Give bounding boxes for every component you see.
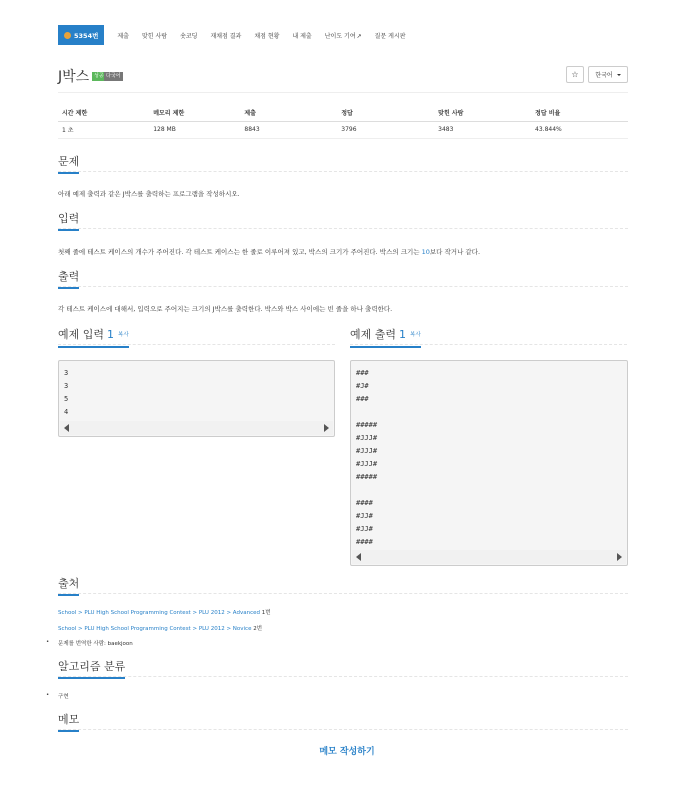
nav-my-submissions[interactable]: 내 제출 xyxy=(292,32,312,40)
problem-info-table xyxy=(58,104,628,139)
source-link-advanced[interactable]: School > PLU High School Programming Contest > PLU 2012 > Advanced 1번 xyxy=(58,610,271,616)
sample-input-text: 3 3 5 4 xyxy=(64,369,69,416)
scroll-right-icon[interactable] xyxy=(324,424,329,432)
sample-output-box[interactable] xyxy=(350,360,628,566)
star-icon: ☆ xyxy=(571,70,579,79)
sample-input-box[interactable] xyxy=(58,360,335,437)
problem-section-header: 문제 xyxy=(58,154,628,172)
sample-input-header: 예제 입력 1 복사 xyxy=(58,327,335,345)
nav-short-coding[interactable]: 숏코딩 xyxy=(180,32,198,40)
nav-rejudge[interactable]: 재채점 결과 xyxy=(210,32,242,40)
table-row xyxy=(58,121,628,138)
medal-icon xyxy=(64,32,71,39)
caret-down-icon xyxy=(617,74,621,76)
scroll-left-icon[interactable] xyxy=(356,553,361,561)
horizontal-scrollbar[interactable] xyxy=(352,550,626,564)
translator-item: • 문제를 번역한 사람: baekjoon xyxy=(46,639,133,647)
algorithm-tag[interactable]: • 구현 xyxy=(46,692,69,700)
nav-submit[interactable]: 제출 xyxy=(117,32,129,40)
table-cell: 3796 xyxy=(337,121,434,138)
sample-output-text: ### #J# ### ##### #JJJ# #JJJ# #JJJ# ##### #### #JJ# #JJ# #### xyxy=(356,369,378,546)
table-header: 제출 xyxy=(240,104,337,121)
table-cell: 8843 xyxy=(240,121,337,138)
problem-header xyxy=(58,66,628,86)
external-link-icon: ↗ xyxy=(356,32,362,40)
write-memo-link[interactable]: 메모 작성하기 xyxy=(319,747,375,757)
input-description: 첫째 줄에 테스트 케이스의 개수가 주어진다. 각 테스트 케이스는 한 줄로 이루어져 있고, 박스의 크기가 주어진다. 박스의 크기는 10보다 작거나 같다. xyxy=(58,248,481,256)
source-link-novice[interactable]: School > PLU High School Programming Contest > PLU 2012 > Novice 2번 xyxy=(58,626,263,632)
scroll-left-icon[interactable] xyxy=(64,424,69,432)
problem-description: 아래 예제 출력과 같은 J박스를 출력하는 프로그램을 작성하시오. xyxy=(58,190,240,198)
nav-status[interactable]: 채점 현황 xyxy=(254,32,280,40)
star-button[interactable] xyxy=(566,66,584,83)
nav-solved-users[interactable]: 맞힌 사람 xyxy=(141,32,168,40)
solved-badge: 성공 xyxy=(94,73,104,79)
source-section-header: 출처 xyxy=(58,576,628,594)
divider xyxy=(58,92,628,93)
table-header: 정답 xyxy=(337,104,434,121)
memo-section-header: 메모 xyxy=(58,712,628,730)
copy-sample-output-button[interactable]: 복사 xyxy=(410,332,421,338)
copy-sample-input-button[interactable]: 복사 xyxy=(118,332,129,338)
table-cell: 1 초 xyxy=(58,121,149,138)
input-section-header: 입력 xyxy=(58,211,628,229)
output-description: 각 테스트 케이스에 대해서, 입력으로 주어지는 크기의 J박스를 출력한다. 박스와 박스 사이에는 빈 줄을 하나 출력한다. xyxy=(58,305,393,313)
table-header: 메모리 제한 xyxy=(149,104,240,121)
table-header: 맞힌 사람 xyxy=(434,104,531,121)
nav-difficulty[interactable]: 난이도 기여↗ xyxy=(324,32,362,40)
problem-title: J박스 xyxy=(58,69,90,85)
language-select[interactable]: 한국어 xyxy=(588,66,628,83)
horizontal-scrollbar[interactable] xyxy=(60,421,333,435)
table-cell: 43.844% xyxy=(531,121,628,138)
table-cell: 3483 xyxy=(434,121,531,138)
sample-output-header: 예제 출력 1 복사 xyxy=(350,327,627,345)
table-header: 시간 제한 xyxy=(58,104,149,121)
table-header-row xyxy=(58,104,628,121)
nav-problem-number[interactable]: 5354번 xyxy=(58,25,104,45)
multilang-badge: 다국어 xyxy=(106,73,121,79)
table-header: 정답 비율 xyxy=(531,104,628,121)
algorithm-section-header: 알고리즘 분류 xyxy=(58,659,628,677)
output-section-header: 출력 xyxy=(58,269,628,287)
scroll-right-icon[interactable] xyxy=(617,553,622,561)
nav-board[interactable]: 질문 게시판 xyxy=(374,32,406,40)
table-cell: 128 MB xyxy=(149,121,240,138)
problem-navbar xyxy=(58,25,406,45)
